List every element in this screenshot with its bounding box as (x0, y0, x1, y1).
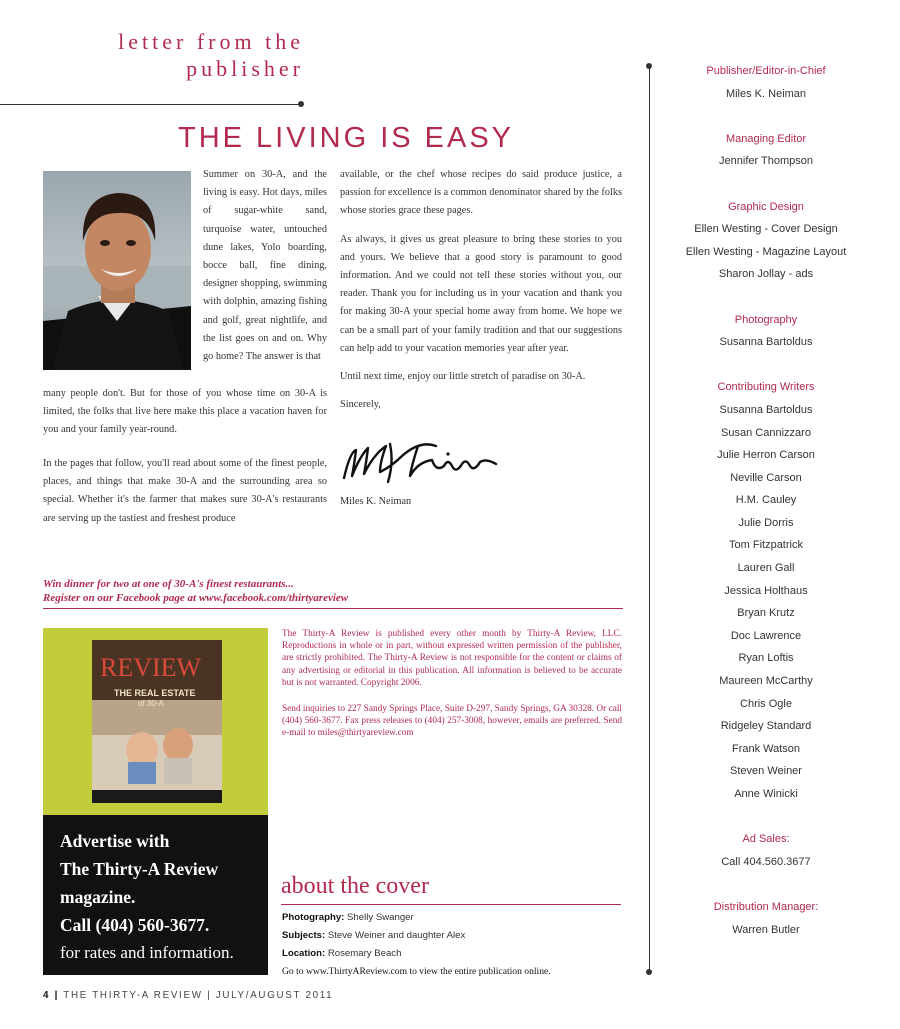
handwritten-signature (340, 432, 500, 492)
masthead (652, 60, 880, 941)
masthead-name: Julie Dorris (738, 516, 794, 529)
credit-value: Shelly Swanger (347, 912, 414, 923)
letter-paragraph-2: In the pages that follow, you'll read about some of the finest people, places, and things that make 30-A and the surrounding area so special. Whether it's the farmer that makes sure 30-A's restaurants are serving up the tastiest and freshest produce (43, 458, 327, 524)
about-cover-rule (281, 904, 621, 905)
masthead-name: Call 404.560.3677 (721, 855, 811, 868)
masthead-name: Sharon Jollay - ads (718, 268, 814, 281)
promo-line-1: Win dinner for two at one of 30-A's finest restaurants... (43, 578, 294, 590)
section-title (0, 28, 304, 82)
letter-paragraph-1-wrap: Summer on 30-A, and the living is easy. Hot days, miles of sugar-white sand, turquoise water, untouched dune lakes, Yolo boarding, bocce ball, fine dining, designer shopping, swimming with dolphin, amazing fishing and golf, great nightlife, and the list goes on and on. Why go home? The answer is that (203, 169, 327, 363)
masthead-role: Photography (734, 313, 798, 326)
masthead-name: Ellen Westing - Cover Design (694, 223, 838, 236)
credit-location (282, 948, 401, 959)
contact-notice: Send inquiries to 227 Sandy Springs Place, Suite D-297, Sandy Springs, GA 30328. Or call (404) 560-3677. Fax press releases to (404) 257-3008, however, emails are preferred. Send e-mail to miles@thirtyareview.com (282, 704, 622, 739)
masthead-name: Maureen McCarthy (719, 675, 813, 688)
masthead-rule (649, 66, 650, 972)
ad-line-2: The Thirty-A Review (60, 859, 219, 879)
ad-line-3: magazine. (60, 887, 136, 907)
magazine-subtitle-1: THE REAL ESTATE (114, 688, 196, 698)
masthead-name: Ryan Loftis (738, 652, 794, 665)
ad-phone: Call (404) 560-3677. (60, 915, 210, 935)
masthead-name: Susan Cannizzaro (721, 426, 811, 439)
magazine-subtitle-2: of 30-A (138, 699, 164, 708)
masthead-name: Ellen Westing - Magazine Layout (685, 245, 847, 258)
ad-cover-panel (43, 628, 268, 815)
masthead-name: Bryan Krutz (737, 607, 795, 620)
letter-closing: Sincerely, (340, 399, 381, 411)
legal-notice: The Thirty-A Review is published every other month by Thirty-A Review, LLC. Reproductions in whole or in part, without expressed written permission of the publisher, are strictly prohibited. The Thirty-A Review is not responsible for the content or claims of any advertising or editorial in this publication. All information is believed to be accurate but is not warranted. Copyright 2006. (282, 629, 622, 688)
masthead-name: Susanna Bartoldus (719, 403, 813, 416)
page-number: 4 (43, 990, 51, 1001)
magazine-title: REVIEW (100, 653, 202, 682)
masthead-role: Distribution Manager: (713, 900, 819, 913)
masthead-name: Chris Ogle (740, 697, 792, 710)
credit-value: Steve Weiner and daughter Alex (327, 930, 466, 941)
masthead-name: Neville Carson (730, 471, 802, 484)
letter-paragraph-5: Until next time, enjoy our little stretch of paradise on 30-A. (340, 371, 586, 383)
masthead-role: Managing Editor (725, 132, 807, 145)
article-headline: THE LIVING IS EASY (178, 122, 515, 154)
promo-text (43, 577, 623, 605)
promo-rule (43, 608, 623, 609)
masthead-role: Contributing Writers (717, 381, 815, 394)
masthead-role: Graphic Design (728, 200, 804, 213)
masthead-name: Frank Watson (731, 742, 801, 755)
letter-paragraph-3: available, or the chef whose recipes do said produce justice, a passion for excellence is a common denominator shared by the folks whose stories grace these pages. (340, 169, 622, 217)
magazine-cover-art (92, 640, 222, 803)
magazine-cover-image (92, 640, 222, 803)
credit-photography (282, 912, 414, 923)
masthead-name: Anne Winicki (734, 788, 798, 800)
masthead-role: Ad Sales: (742, 833, 790, 846)
advertisement (43, 628, 268, 975)
signature-name: Miles K. Neiman (340, 496, 412, 507)
masthead-name: Tom Fitzpatrick (729, 539, 803, 552)
publisher-portrait-image (43, 171, 191, 370)
masthead-name: Warren Butler (732, 923, 800, 936)
section-title-line1: letter from the (118, 29, 304, 54)
credit-subjects (282, 930, 465, 941)
about-cover-title: about the cover (281, 873, 429, 899)
section-title-line2: publisher (186, 56, 304, 81)
credit-label: Photography: (282, 912, 345, 923)
footer-publication: THE THIRTY-A REVIEW | JULY/AUGUST 2011 (63, 990, 334, 1001)
masthead-name: Lauren Gall (737, 562, 795, 575)
credit-label: Location: (282, 948, 326, 959)
credit-label: Subjects: (282, 930, 326, 941)
credit-value: Rosemary Beach (327, 948, 402, 959)
masthead-name: Jennifer Thompson (719, 155, 813, 168)
page-footer (43, 990, 333, 1001)
masthead-name: Doc Lawrence (730, 629, 802, 642)
ad-copy (60, 827, 260, 967)
masthead-name: Susanna Bartoldus (719, 336, 813, 349)
header-rule-dot (298, 101, 304, 107)
letter-column-2 (340, 166, 622, 424)
masthead-name: Miles K. Neiman (725, 87, 807, 100)
promo-line-2: Register on our Facebook page at www.facebook.com/thirtyareview (43, 592, 349, 604)
ad-line-1: Advertise with (60, 831, 170, 851)
masthead-name: Julie Herron Carson (717, 449, 815, 462)
masthead-role: Publisher/Editor-in-Chief (706, 65, 826, 77)
masthead-name: Steven Weiner (730, 765, 802, 778)
ad-line-5: for rates and information. (60, 943, 234, 962)
website-note: Go to www.ThirtyAReview.com to view the entire publication online. (282, 966, 551, 977)
masthead-name: H.M. Cauley (735, 494, 797, 507)
masthead-name: Ridgeley Standard (720, 720, 812, 733)
header-rule (0, 104, 302, 105)
letter-paragraph-1-continued: many people don't. But for those of you whose time on 30-A is limited, the folks that live here make this place a vacation haven for you and your family year-round. (43, 388, 327, 436)
publisher-photo (43, 171, 191, 370)
footer-separator: | (54, 990, 60, 1001)
masthead-rule-dot-bottom (646, 969, 652, 975)
masthead-name: Jessica Holthaus (724, 584, 808, 597)
ad-text-panel (43, 815, 268, 975)
letter-paragraph-4: As always, it gives us great pleasure to bring these stories to you and yours. We believe that a good story is paramount to good information. And we could not tell these stories without you, our reader. Thank you for including us in your vacation and thank you for making 30-A your special home away from home. We hope we can be a small part of your family tradition and that our suggestions can help add to your vacation memories year after year. (340, 233, 622, 354)
